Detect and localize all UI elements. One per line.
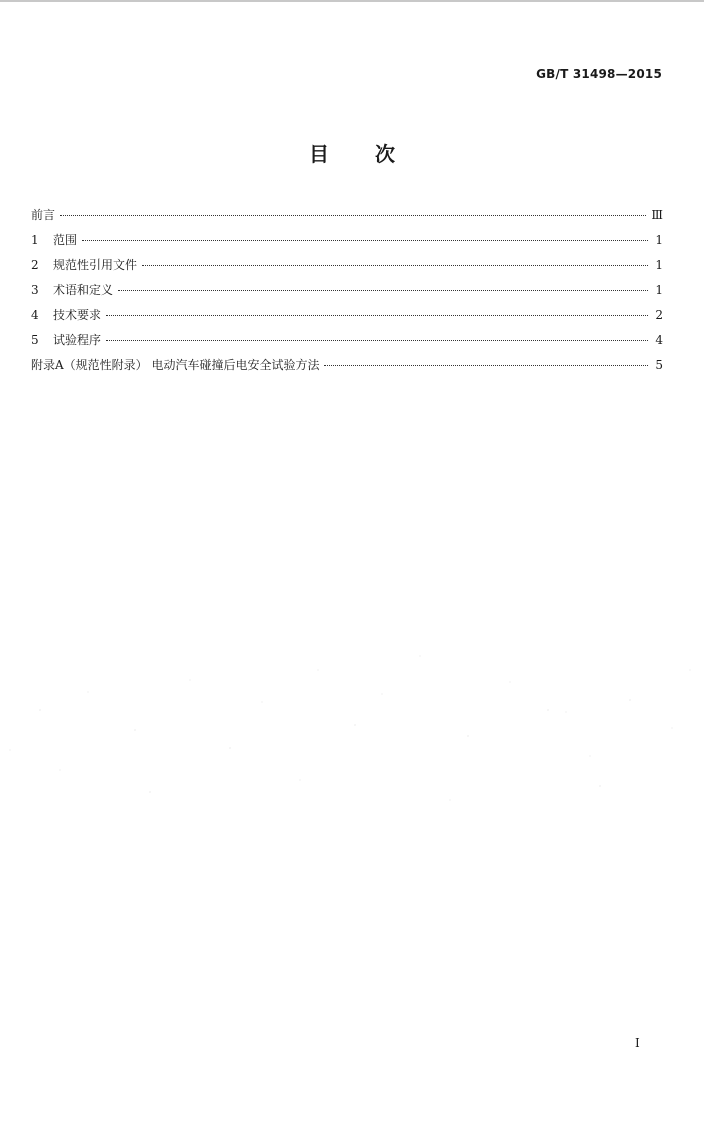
toc-dot-leader (60, 215, 646, 216)
toc-entry-label: 前言 (31, 208, 56, 222)
toc-entry-label: 附录A（规范性附录） 电动汽车碰撞后电安全试验方法 (31, 358, 320, 372)
toc-dot-leader (118, 290, 648, 291)
toc-entry-page: 1 (655, 283, 663, 297)
toc-entry-label: 术语和定义 (53, 283, 114, 297)
toc-entry-page: 2 (655, 308, 663, 322)
page-top-border (0, 0, 704, 2)
toc-entry-page: 4 (655, 333, 663, 347)
toc-entry-annex-a[interactable] (31, 356, 663, 381)
toc-dot-leader (324, 365, 648, 366)
toc-entry-number: 1 (31, 233, 39, 247)
toc-entry-page: 5 (655, 358, 663, 372)
page-title: 目次 (309, 142, 441, 166)
toc-entry-label: 试验程序 (53, 333, 102, 347)
toc-entry-page: 1 (655, 258, 663, 272)
table-of-contents (31, 206, 663, 381)
toc-dot-leader (106, 315, 648, 316)
toc-entry-page: Ⅲ (651, 208, 663, 222)
toc-entry-label: 规范性引用文件 (53, 258, 138, 272)
standard-number: GB/T 31498—2015 (536, 67, 662, 81)
toc-dot-leader (142, 265, 648, 266)
scan-noise (0, 560, 704, 880)
page-number: Ⅰ (635, 1036, 640, 1050)
toc-dot-leader (106, 340, 648, 341)
toc-entry-foreword[interactable] (31, 206, 663, 231)
toc-entry-technical-requirements[interactable] (31, 306, 663, 331)
toc-entry-page: 1 (655, 233, 663, 247)
toc-dot-leader (82, 240, 648, 241)
toc-entry-number: 4 (31, 308, 39, 322)
toc-entry-test-procedure[interactable] (31, 331, 663, 356)
toc-entry-normative-references[interactable] (31, 256, 663, 281)
toc-entry-number: 2 (31, 258, 39, 272)
toc-entry-number: 3 (31, 283, 39, 297)
toc-entry-scope[interactable] (31, 231, 663, 256)
toc-entry-number: 5 (31, 333, 39, 347)
toc-entry-label: 技术要求 (53, 308, 102, 322)
toc-entry-label: 范围 (53, 233, 78, 247)
toc-entry-terms-definitions[interactable] (31, 281, 663, 306)
